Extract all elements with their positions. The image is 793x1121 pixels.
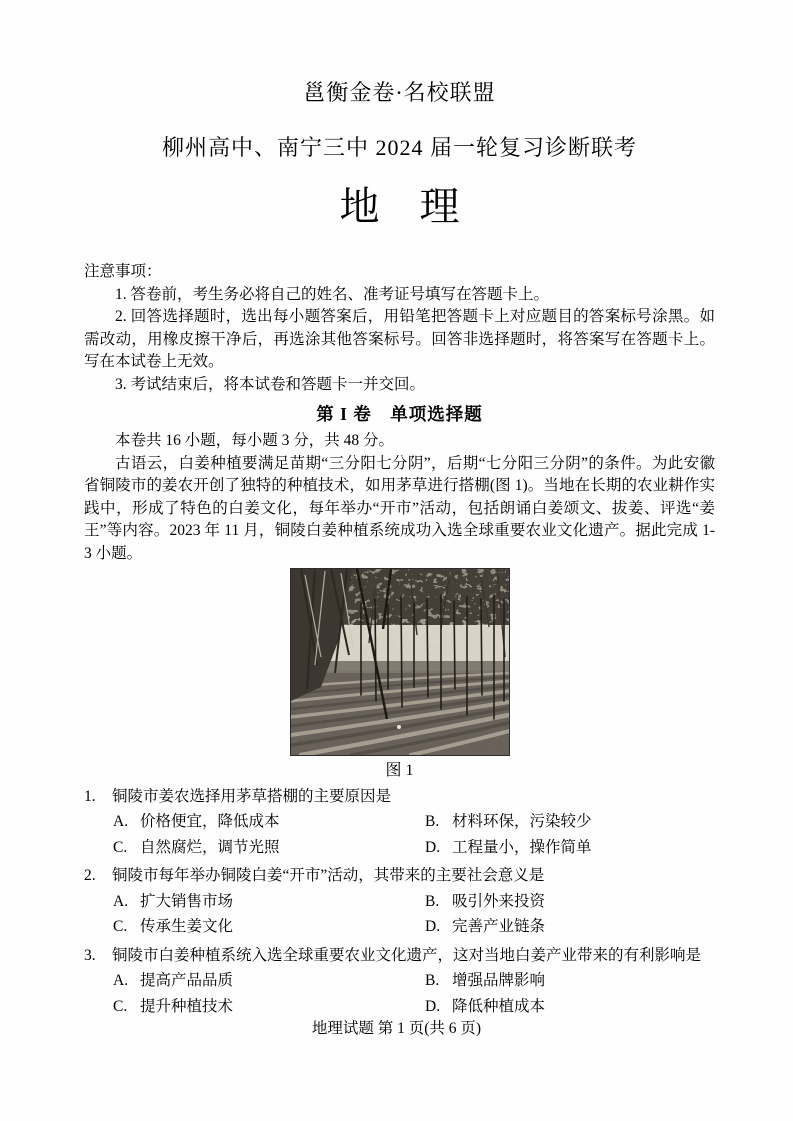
section-title: 第 I 卷 单项选择题 xyxy=(316,404,483,424)
question-stem xyxy=(84,863,715,889)
question-number: 3. xyxy=(84,946,96,964)
option-label: D. xyxy=(425,997,441,1015)
page-footer: 地理试题 第 1 页(共 6 页) xyxy=(311,1020,482,1037)
option-grid xyxy=(84,968,715,1019)
option-grid xyxy=(84,889,715,940)
option-b xyxy=(425,809,715,835)
option-label: C. xyxy=(113,918,128,936)
question-3 xyxy=(84,943,715,1020)
option-text: 自然腐烂，调节光照 xyxy=(140,838,280,856)
option-label: A. xyxy=(113,972,129,990)
option-d xyxy=(425,914,715,940)
option-text: 价格便宜，降低成本 xyxy=(140,813,280,831)
option-text: 降低种植成本 xyxy=(452,997,546,1015)
option-grid xyxy=(84,809,715,860)
exam-title: 柳州高中、南宁三中 2024 届一轮复习诊断联考 xyxy=(161,135,637,160)
question-stem-text: 铜陵市白姜种植系统入选全球重要农业文化遗产，这对当地白姜产业带来的有利影响是 xyxy=(112,946,702,964)
notice-block xyxy=(84,261,715,396)
question-stem-text: 铜陵市每年举办铜陵白姜“开市”活动，其带来的主要社会意义是 xyxy=(112,867,545,885)
figure-photo-frame xyxy=(290,568,510,756)
question-stem xyxy=(84,943,715,969)
option-b xyxy=(425,968,715,994)
option-c xyxy=(113,835,425,861)
option-text: 吸引外来投资 xyxy=(452,892,546,910)
option-a xyxy=(113,809,425,835)
reading-passage: 古语云，白姜种植要满足苗期“三分阳七分阴”，后期“七分阳三分阴”的条件。为此安徽省铜陵市的姜农开创了独特的种植技术，如用茅草进行搭棚(图 1)。当地在长期的农业耕作实践中，形成了特色的白姜文化，每年举办“开市”活动，包括朗诵白姜颂文、拔姜、评选“姜王”等内容。2023 年 11 月，铜陵白姜种植系统成功入选全球重要农业文化遗产。据此完成 1-3 小题。 xyxy=(84,454,715,562)
notice-item: 1. 答卷前，考生务必将自己的姓名、准考证号填写在答题卡上。 xyxy=(115,285,550,303)
option-a xyxy=(113,889,425,915)
option-text: 完善产业链条 xyxy=(452,918,546,936)
option-text: 增强品牌影响 xyxy=(452,972,546,990)
question-1 xyxy=(84,784,715,861)
question-stem-text: 铜陵市姜农选择用茅草搭棚的主要原因是 xyxy=(112,787,392,805)
option-label: A. xyxy=(113,813,129,831)
ginger-field-photo xyxy=(291,569,509,755)
option-a xyxy=(113,968,425,994)
question-number: 2. xyxy=(84,867,96,885)
option-label: C. xyxy=(113,997,128,1015)
option-c xyxy=(113,914,425,940)
notice-item: 2. 回答选择题时，选出每小题答案后，用铅笔把答题卡上对应题目的答案标号涂黑。如需改动，用橡皮擦干净后，再选涂其他答案标号。回答非选择题时，将答案写在答题卡上。写在本试卷上无效。 xyxy=(84,308,715,370)
option-d xyxy=(425,835,715,861)
option-label: D. xyxy=(425,838,441,856)
option-label: B. xyxy=(425,892,440,910)
option-text: 提高产品品质 xyxy=(140,972,234,990)
option-text: 材料环保，污染较少 xyxy=(452,813,592,831)
option-b xyxy=(425,889,715,915)
question-number: 1. xyxy=(84,787,96,805)
figure-block xyxy=(84,568,715,781)
option-text: 传承生姜文化 xyxy=(140,918,234,936)
section-intro: 本卷共 16 小题，每小题 3 分，共 48 分。 xyxy=(115,432,395,449)
option-label: D. xyxy=(425,918,441,936)
question-list xyxy=(84,784,715,1020)
option-label: C. xyxy=(113,838,128,856)
option-label: B. xyxy=(425,813,440,831)
question-stem xyxy=(84,784,715,810)
option-label: B. xyxy=(425,972,440,990)
subject-title: 地 理 xyxy=(339,184,460,229)
option-text: 提升种植技术 xyxy=(140,997,234,1015)
notice-item: 3. 考试结束后，将本试卷和答题卡一并交回。 xyxy=(115,375,426,393)
figure-caption: 图 1 xyxy=(385,761,414,779)
exam-brand-title: 邕衡金卷·名校联盟 xyxy=(303,80,496,105)
question-2 xyxy=(84,863,715,940)
option-label: A. xyxy=(113,892,129,910)
notice-heading: 注意事项： xyxy=(84,263,162,280)
option-text: 扩大销售市场 xyxy=(140,892,234,910)
option-text: 工程量小，操作简单 xyxy=(452,838,592,856)
